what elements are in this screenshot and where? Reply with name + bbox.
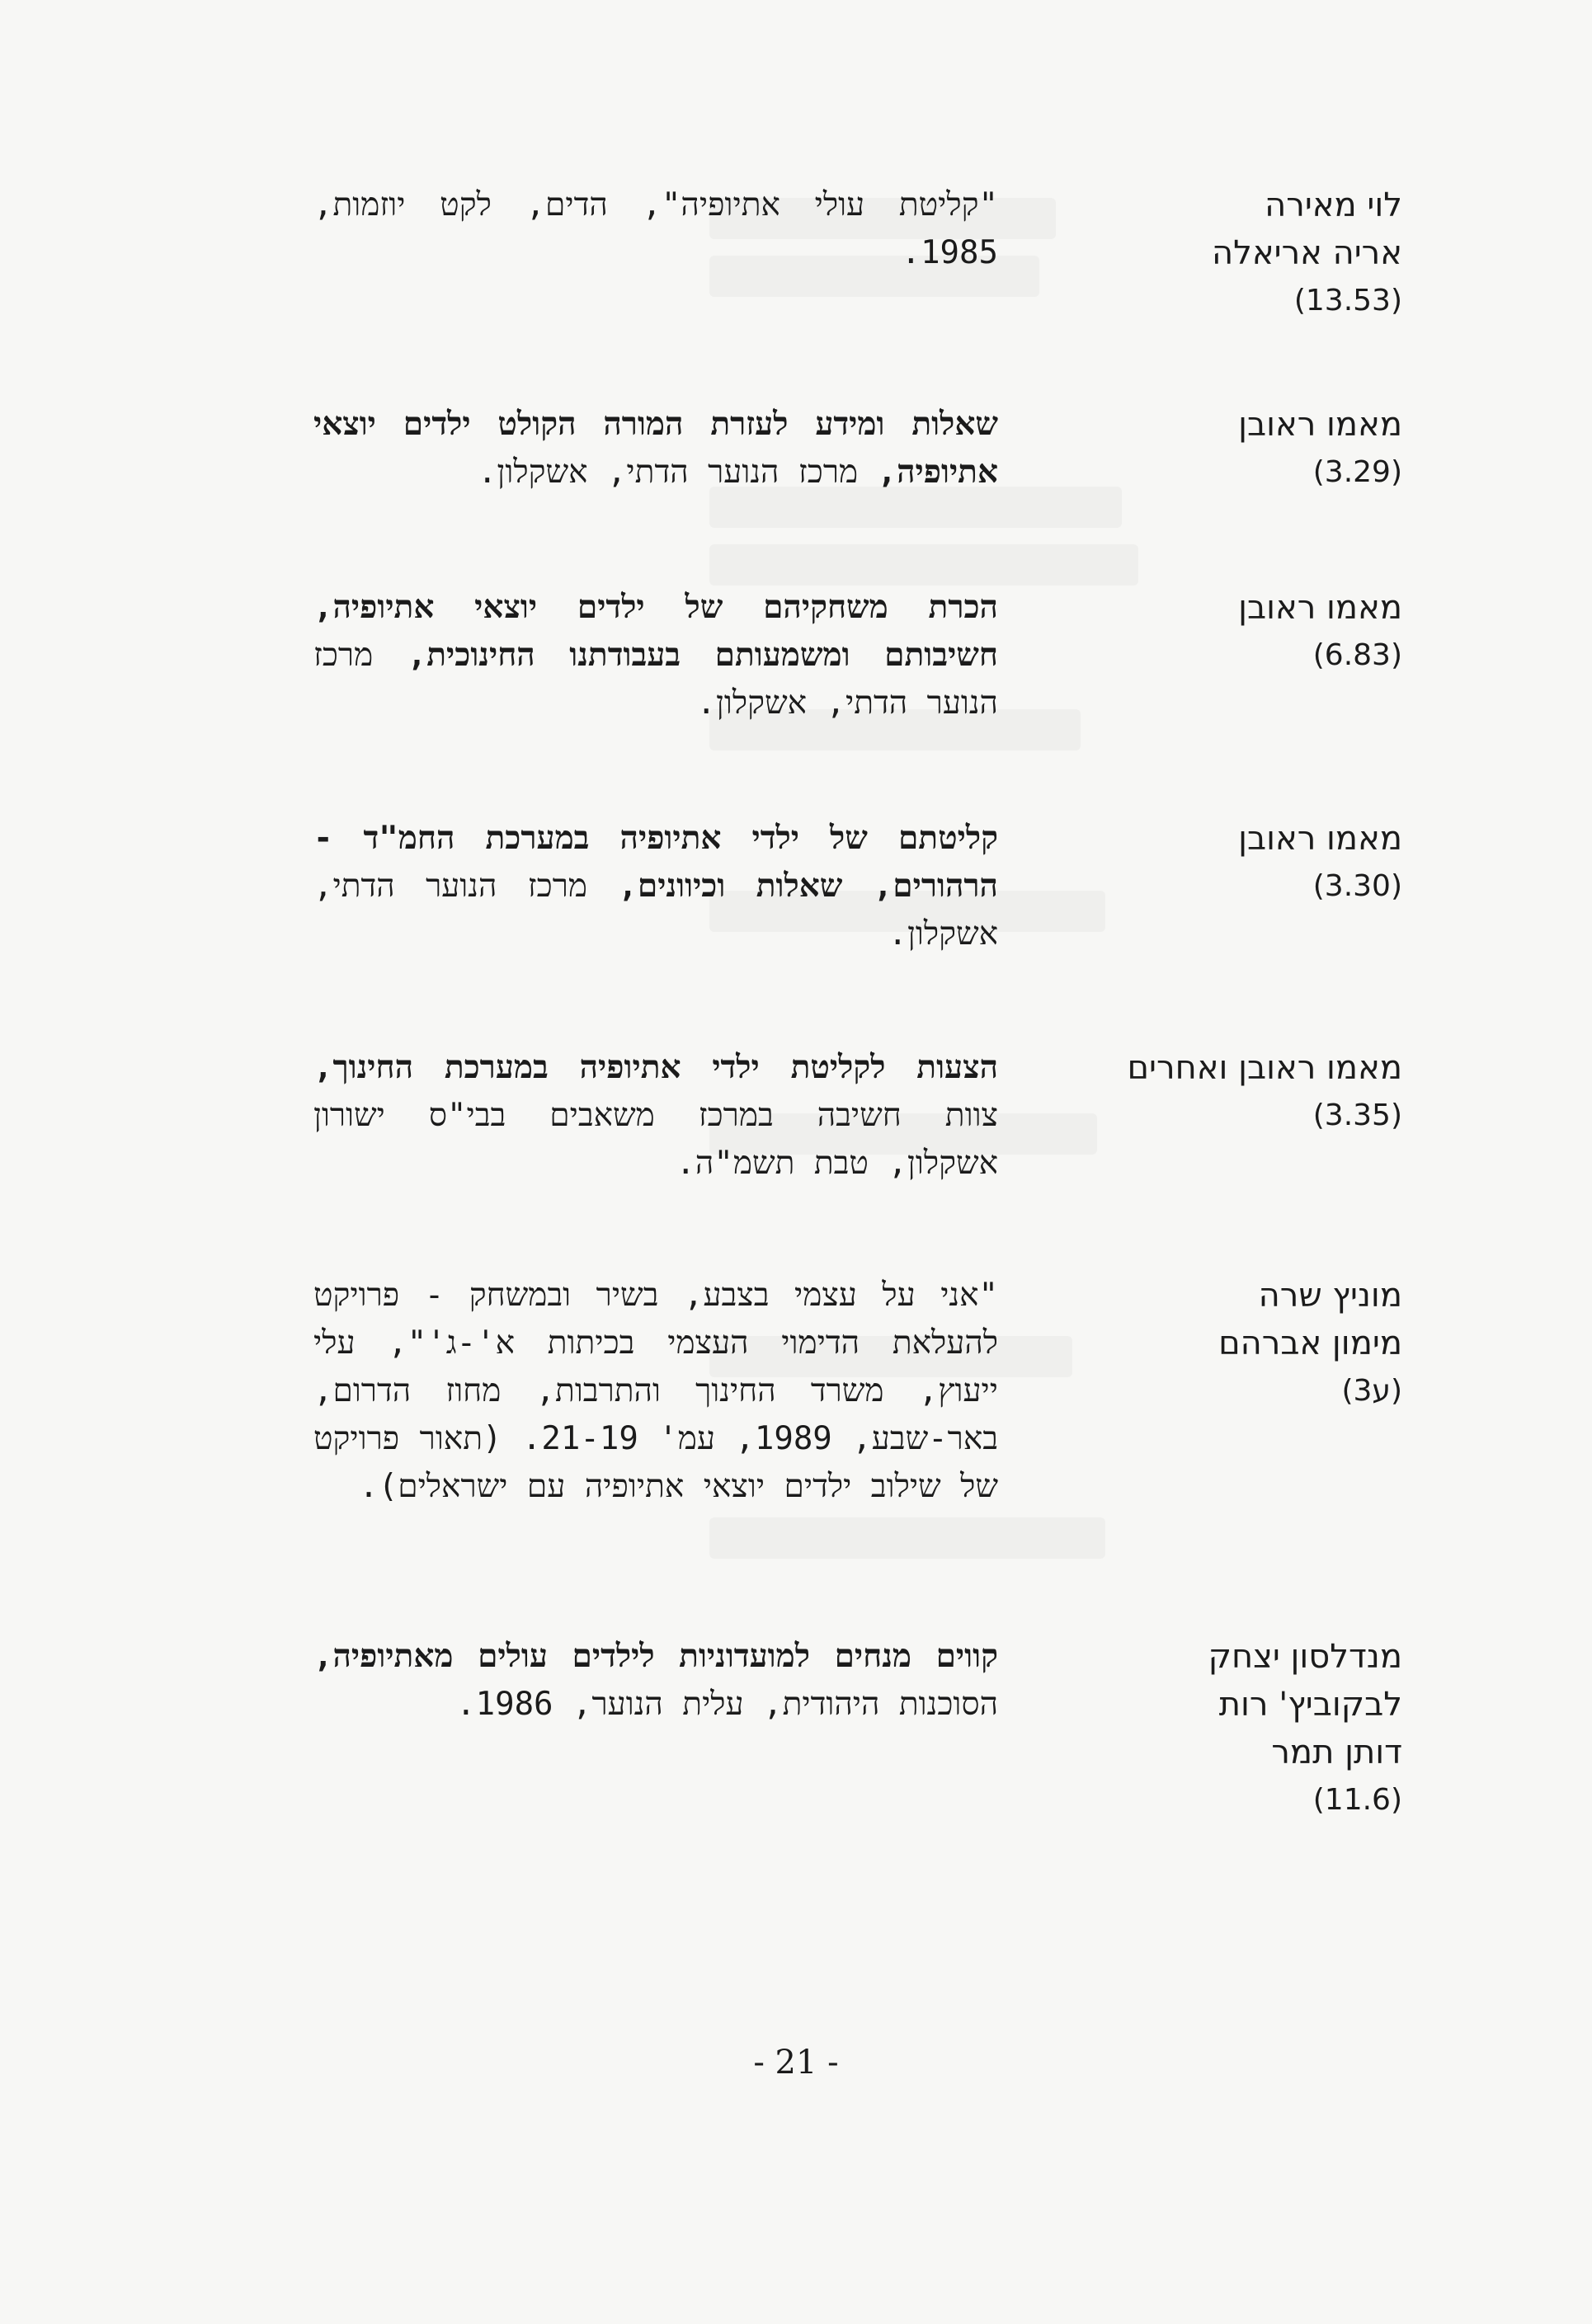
description-text: "אני על עצמי בצבע, בשיר ובמשחק - פרויקט להעלאת הדימוי העצמי בכיתות א'-ג'", עלי ייעוץ, משרד החינוך והתרבות, מחוז הדרום, באר-שבע, 1989, עמ' 21-19. (תאור פרויקט של שילוב ילדים יוצאי אתיופיה עם ישראלים). (313, 1277, 999, 1505)
catalog-code: (6.83) (1312, 638, 1402, 672)
catalog-code: (13.53) (1293, 284, 1402, 318)
entry-author (1056, 1044, 1402, 1140)
catalog-code: (3ע) (1341, 1374, 1402, 1408)
entry-description (313, 1044, 998, 1188)
description-text: "קליטת עולי אתיופיה", הדים, לקט יוזמות, 1985. (313, 186, 998, 271)
description-text: מרכז הנוער הדתי, אשקלון. (313, 637, 998, 722)
author-name: מאמו ראובן (1238, 406, 1402, 444)
description-title: שאלות ומידע לעזרת המורה הקולט ילדים יוצאי אתיופיה, (313, 406, 998, 491)
description-text: מרכז הנוער הדתי, אשקלון. (477, 454, 859, 491)
page-number: - 21 - (753, 2044, 839, 2082)
catalog-code: (3.35) (1312, 1098, 1402, 1132)
description-title: קווים מנחים למועדוניות לילדים עולים מאתיופיה, (313, 1638, 998, 1675)
entry-author (1056, 401, 1402, 496)
entry-description (313, 815, 998, 958)
author-name: דותן תמר (1271, 1734, 1402, 1771)
author-name: אריה אריאלה (1212, 234, 1402, 272)
author-name: מאמו ראובן (1238, 820, 1402, 858)
entry-author (1056, 1272, 1402, 1415)
catalog-code: (11.6) (1312, 1783, 1402, 1817)
author-name: לבקוביץ' רות (1218, 1686, 1402, 1724)
entry-description (313, 401, 998, 496)
description-text: הסוכנות היהודית, עלית הנוער, 1986. (456, 1686, 998, 1723)
entry-author (1056, 181, 1402, 325)
description-text: צוות חשיבה במרכז משאבים בבי"ס ישורון אשקלון, טבת תשמ"ה. (313, 1097, 998, 1182)
author-name: מנדלסון יצחק (1208, 1638, 1402, 1676)
description-title: הכרת משחקיהם של ילדים יוצאי אתיופיה, חשיבותם ומשמעותם בעבודתנו החינוכית, (313, 589, 998, 674)
entry-description (313, 1272, 998, 1511)
author-name: מאמו ראובן (1238, 589, 1402, 627)
entry-author (1056, 584, 1402, 680)
author-name: מימון אברהם (1218, 1324, 1402, 1362)
author-name: מוניץ שרה (1258, 1277, 1402, 1315)
entry-description (313, 584, 998, 727)
entry-description (313, 181, 998, 277)
entry-description (313, 1633, 998, 1729)
catalog-code: (3.30) (1312, 869, 1402, 903)
catalog-code: (3.29) (1312, 455, 1402, 489)
author-name: מאמו ראובן ואחרים (1127, 1049, 1402, 1087)
author-name: לוי מאירה (1265, 186, 1402, 224)
entry-author (1056, 1633, 1402, 1824)
description-title: קליטתם של ילדי אתיופיה במערכת החמ"ד - הרהורים, שאלות וכיוונים, (313, 820, 998, 905)
description-text: מרכז הנוער הדתי, אשקלון. (313, 868, 998, 953)
description-title: הצעות לקליטת ילדי אתיופיה במערכת החינוך, (313, 1049, 998, 1086)
entry-author (1056, 815, 1402, 910)
